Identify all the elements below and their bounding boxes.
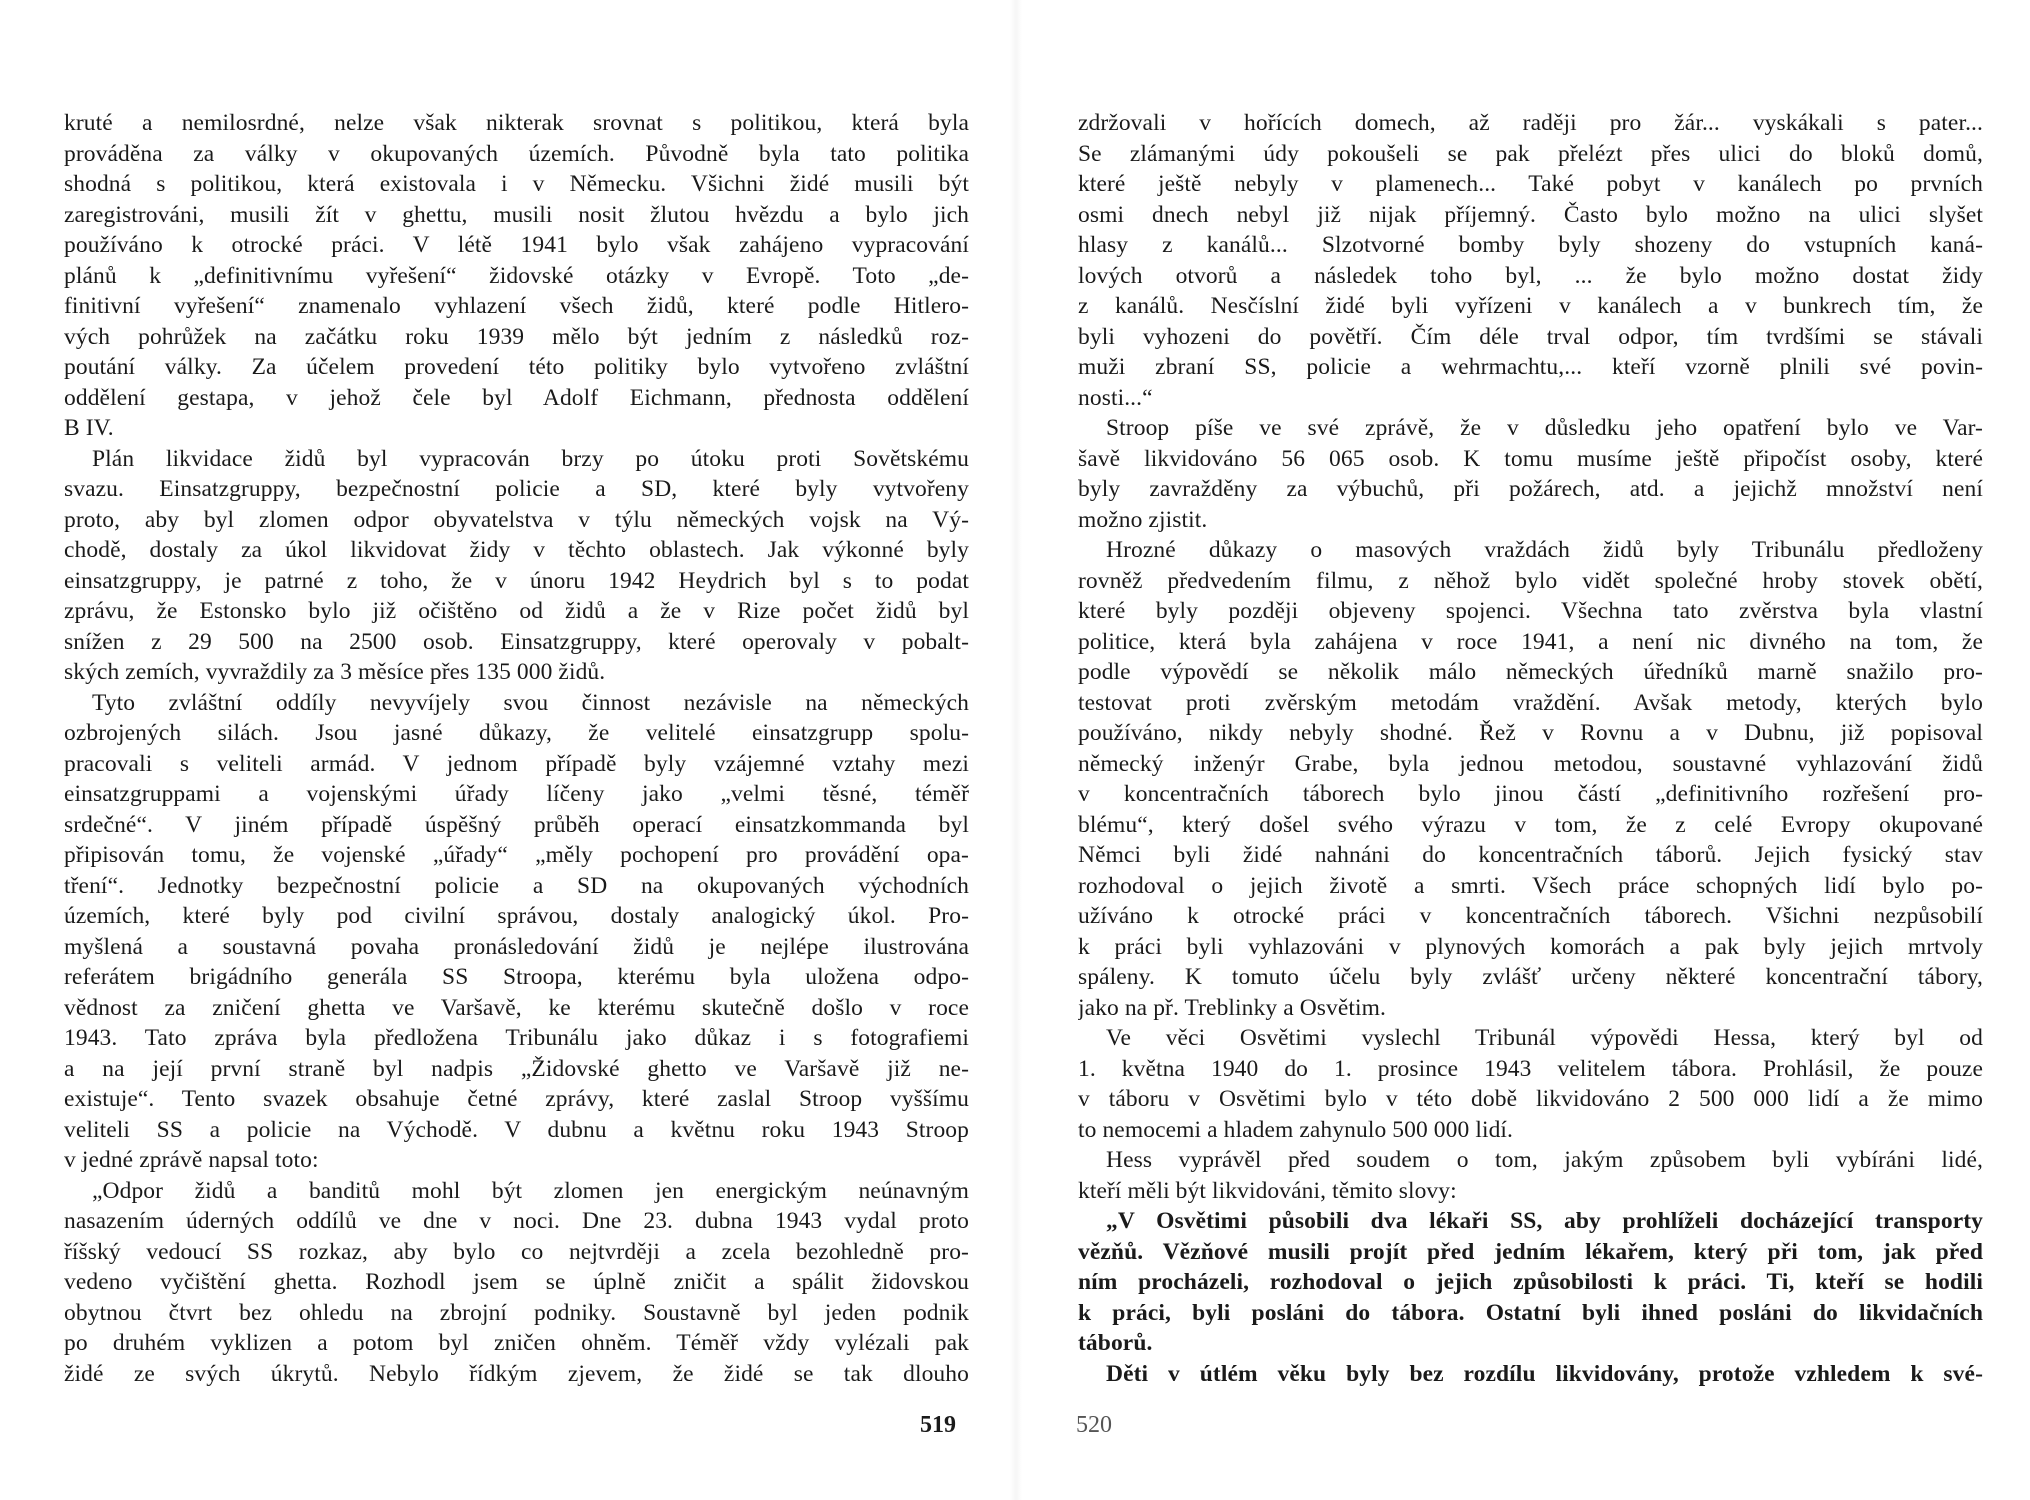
text-line: říšský vedoucí SS rozkaz, aby bylo co nejtvrději a zcela bezohledně pro- [64, 1238, 969, 1265]
text-line: testovat proti zvěrským metodám vraždění. Avšak metody, kterých bylo [1078, 689, 1983, 716]
text-line: „V Osvětimi působili dva lékaři SS, aby prohlíželi docházející transporty [1106, 1208, 1983, 1234]
text-line: osmi dnech nebyl již nijak příjemný. Často bylo možno na ulici slyšet [1078, 201, 1983, 228]
text-line: židé ze svých úkrytů. Nebylo řídkým zjevem, že židé se tak dlouho [64, 1360, 969, 1387]
text-line: prováděna za války v okupovaných územích. Původně byla tato politika [64, 140, 969, 167]
text-line: podle výpovědí se několik málo německých úředníků marně snažilo pro- [1078, 659, 1983, 685]
text-line: používáno, nikdy nebyly shodné. Řež v Rovnu a v Dubnu, již popisoval [1078, 720, 1983, 746]
text-line: pracovali s veliteli armád. V jednom případě byly vzájemné vztahy mezi [64, 750, 969, 777]
text-line: Plán likvidace židů byl vypracován brzy po útoku proti Sovětskému [92, 445, 969, 472]
text-line: táborů. [1078, 1330, 1153, 1356]
right-page-number: 520 [1076, 1412, 1112, 1438]
book-gutter [1010, 0, 1022, 1500]
text-line: zaregistrováni, musili žít v ghettu, musili nosit žlutou hvězdu a bylo jich [64, 201, 969, 228]
text-line: po druhém vyklizen a potom byl zničen ohněm. Téměř vždy vylézali pak [64, 1330, 969, 1356]
text-line: vedeno vyčištění ghetta. Rozhodl jsem se úplně zničit a spálit židovskou [64, 1269, 969, 1295]
text-line: tření“. Jednotky bezpečnostní policie a SD na okupovaných východních [64, 872, 969, 899]
text-line: možno zjistit. [1078, 506, 1208, 533]
text-line: referátem brigádního generála SS Stroopa, kterému byla uložena odpo- [64, 964, 969, 990]
text-line: užíváno k otrocké práci v koncentračních táborech. Všichni nezpůsobilí [1078, 903, 1983, 929]
text-line: z kanálů. Nesčíslní židé byli vyřízeni v kanálech a v bunkrech tím, že [1078, 293, 1983, 319]
text-line: kteří měli být likvidováni, těmito slovy: [1078, 1177, 1457, 1204]
text-line: byly zavražděny za výbuchů, při požárech, atd. a jejichž množství není [1078, 476, 1983, 502]
right-page-text [1078, 108, 1983, 1389]
text-line: ských zemích, vyvraždily za 3 měsíce přes 135 000 židů. [64, 659, 606, 685]
text-line: veliteli SS a policie na Východě. V dubnu a květnu roku 1943 Stroop [64, 1116, 969, 1143]
text-line: Stroop píše ve své zprávě, že v důsledku jeho opatření bylo ve Var- [1106, 415, 1983, 441]
text-line: Hrozné důkazy o masových vraždách židů byly Tribunálu předloženy [1106, 537, 1983, 563]
text-line: snížen z 29 500 na 2500 osob. Einsatzgruppy, které operovaly v pobalt- [64, 628, 969, 655]
text-line: vězňů. Vězňové musili projít před jedním lékařem, který při tom, jak před [1078, 1238, 1983, 1265]
left-page-text [64, 108, 969, 1389]
text-line: existuje“. Tento svazek obsahuje četné zprávy, které zaslal Stroop vyššímu [64, 1086, 969, 1112]
text-line: nasazením úderných oddílů ve dne v noci. Dne 23. dubna 1943 vydal proto [64, 1208, 969, 1234]
text-line: 1943. Tato zpráva byla předložena Tribunálu jako důkaz i s fotografiemi [64, 1025, 969, 1051]
text-line: rovněž předvedením filmu, z něhož bylo vidět společné hroby stovek obětí, [1078, 567, 1983, 594]
text-line: oddělení gestapa, v jehož čele byl Adolf Eichmann, přednosta oddělení [64, 384, 969, 411]
text-line: hlasy z kanálů... Slzotvorné bomby byly shozeny do vstupních kaná- [1078, 232, 1983, 258]
text-line: einsatzgruppy, je patrné z toho, že v únoru 1942 Heydrich byl s to podat [64, 567, 969, 594]
text-line: proto, aby byl zlomen odpor obyvatelstva v týlu německých vojsk na Vý- [64, 506, 969, 533]
text-line: Hess vyprávěl před soudem o tom, jakým způsobem byli vybíráni lidé, [1106, 1147, 1983, 1173]
text-line: územích, které byly pod civilní správou, dostaly analogický úkol. Pro- [64, 903, 969, 929]
text-line: kruté a nemilosrdné, nelze však nikterak srovnat s politikou, která byla [64, 110, 969, 136]
text-line: byli vyhozeni do povětří. Čím déle trval odpor, tím tvrdšími se stávali [1078, 323, 1983, 350]
text-line: myšlená a soustavná povaha pronásledování židů je nejlépe ilustrována [64, 933, 969, 960]
text-line: Tyto zvláštní oddíly nevyvíjely svou činnost nezávisle na německých [92, 689, 969, 716]
text-line: které ještě nebyly v plamenech... Také pobyt v kanálech po prvních [1078, 171, 1983, 197]
text-line: svazu. Einsatzgruppy, bezpečnostní policie a SD, které byly vytvořeny [64, 476, 969, 502]
text-line: Ve věci Osvětimi vyslechl Tribunál výpovědi Hessa, který byl od [1106, 1025, 1983, 1051]
text-line: rozhodoval o jejich životě a smrti. Všech práce schopných lidí bylo po- [1078, 872, 1983, 899]
text-line: nosti...“ [1078, 384, 1153, 411]
text-line: jako na př. Treblinky a Osvětim. [1078, 994, 1387, 1021]
text-line: spáleny. K tomuto účelu byly zvlášť určeny některé koncentrační tábory, [1078, 964, 1983, 990]
text-line: zdržovali v hořících domech, až raději pro žár... vyskákali s pater... [1078, 110, 1983, 136]
text-line: používáno k otrocké práci. V létě 1941 bylo však zahájeno vypracování [64, 232, 969, 258]
text-line: blému“, který došel svého výrazu v tom, že z celé Evropy okupované [1078, 811, 1983, 838]
text-line: 1. května 1940 do 1. prosince 1943 velitelem tábora. Prohlásil, že pouze [1078, 1055, 1983, 1082]
text-line: to nemocemi a hladem zahynulo 500 000 lidí. [1078, 1116, 1514, 1143]
text-line: k práci, byli posláni do tábora. Ostatní byli ihned posláni do likvidačních [1078, 1299, 1983, 1326]
text-line: k práci byli vyhlazováni v plynových komorách a pak byly jejich mrtvoly [1078, 933, 1983, 960]
text-line: „Odpor židů a banditů mohl být zlomen jen energickým neúnavným [92, 1177, 969, 1204]
text-line: Se zlámanými údy pokoušeli se pak přelézt přes ulici do bloků domů, [1078, 140, 1983, 167]
text-line: lových otvorů a následek toho byl, ... že bylo možno dostat židy [1078, 262, 1983, 289]
text-line: ozbrojených silách. Jsou jasné důkazy, že velitelé einsatzgrupp spolu- [64, 720, 969, 746]
text-line: vědnost za zničení ghetta ve Varšavě, ke kterému skutečně došlo v roce [64, 994, 969, 1021]
text-line: v koncentračních táborech bylo jinou částí „definitivního rozřešení pro- [1078, 781, 1983, 807]
text-line: muži zbraní SS, policie a wehrmachtu,... kteří vzorně plnili své povin- [1078, 354, 1983, 380]
text-line: shodná s politikou, která existovala i v Německu. Všichni židé musili být [64, 171, 969, 197]
text-line: Děti v útlém věku byly bez rozdílu likvidovány, protože vzhledem k své- [1106, 1360, 1983, 1387]
text-line: politice, která byla zahájena v roce 1941, a není nic divného na tom, že [1078, 628, 1983, 655]
text-line: finitivní vyřešení“ znamenalo vyhlazení všech židů, které podle Hitlero- [64, 293, 969, 319]
left-page-number: 519 [920, 1412, 956, 1438]
text-line: v jedné zprávě napsal toto: [64, 1147, 319, 1173]
text-line: B IV. [64, 415, 114, 441]
text-line: obytnou čtvrt bez ohledu na zbrojní podniky. Soustavně byl jeden podnik [64, 1299, 969, 1326]
text-line: a na její první straně byl nadpis „Židovské ghetto ve Varšavě již ne- [64, 1055, 969, 1082]
text-line: chodě, dostaly za úkol likvidovat židy v těchto oblastech. Jak výkonné byly [64, 537, 969, 563]
text-line: připisován tomu, že vojenské „úřady“ „měly pochopení pro provádění opa- [64, 842, 969, 868]
text-line: einsatzgruppami a vojenskými úřady líčeny jako „velmi těsné, téměř [64, 781, 969, 807]
text-line: vých pohrůžek na začátku roku 1939 mělo být jedním z následků roz- [64, 323, 969, 350]
text-line: německý inženýr Grabe, byla jednou metodou, soustavné vyhlazování židů [1078, 750, 1983, 777]
text-line: v táboru v Osvětimi bylo v této době likvidováno 2 500 000 lidí a že mimo [1078, 1086, 1983, 1112]
text-line: zprávu, že Estonsko bylo již očištěno od židů a že v Rize počet židů byl [64, 598, 969, 624]
text-line: poutání války. Za účelem provedení této politiky bylo vytvořeno zvláštní [64, 354, 969, 380]
text-line: srdečné“. V jiném případě úspěšný průběh operací einsatzkommanda byl [64, 811, 969, 838]
text-line: které byly později objeveny spojenci. Všechna tato zvěrstva byla vlastní [1078, 598, 1983, 624]
text-line: ním procházeli, rozhodoval o jejich způsobilosti k práci. Ti, kteří se hodili [1078, 1269, 1983, 1295]
text-line: Němci byli židé nahnáni do koncentračních táborů. Jejich fysický stav [1078, 842, 1983, 868]
text-line: šavě likvidováno 56 065 osob. K tomu musíme ještě připočíst osoby, které [1078, 445, 1983, 472]
text-line: plánů k „definitivnímu vyřešení“ židovské otázky v Evropě. Toto „de- [64, 262, 969, 289]
